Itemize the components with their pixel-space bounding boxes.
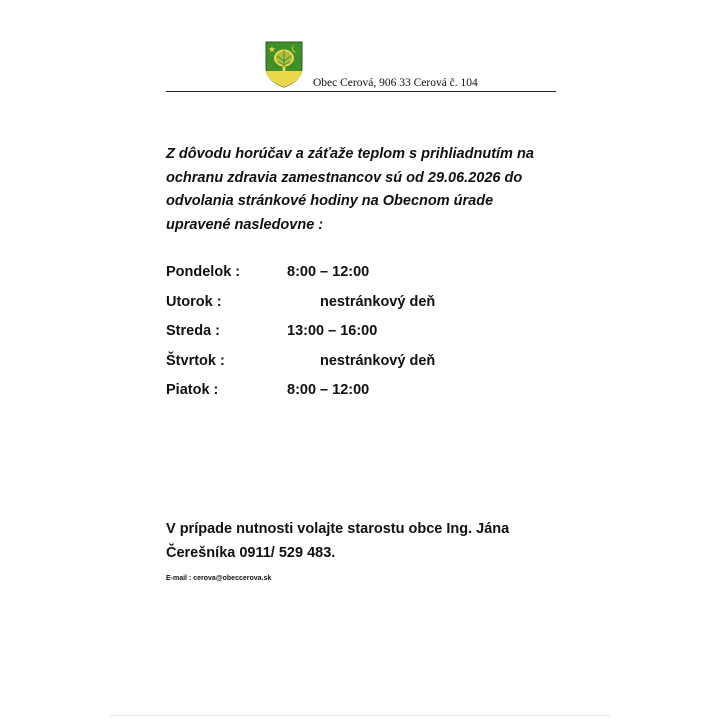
hours-day: Piatok : xyxy=(166,382,219,398)
email-line: E-mail : cerova@obeccerova.sk xyxy=(166,575,272,582)
hours-time: 13:00 – 16:00 xyxy=(287,323,378,339)
notice-paragraph xyxy=(166,143,586,237)
hours-time: nestránkový deň xyxy=(320,293,436,310)
municipality-address: Obec Cerová, 906 33 Cerová č. 104 xyxy=(313,77,478,89)
office-hours-table xyxy=(166,262,546,410)
hours-row-monday xyxy=(166,262,546,292)
hours-time: 8:00 – 12:00 xyxy=(287,382,370,398)
hours-time: 8:00 – 12:00 xyxy=(287,264,370,280)
notice-line: upravené nasledovne : xyxy=(166,216,324,233)
hours-row-friday xyxy=(166,380,546,410)
notice-line: Z dôvodu horúčav a záťaže teplom s prihliadnutím na xyxy=(166,146,534,162)
contact-line: V prípade nutnosti volajte starostu obce Ing. Jána xyxy=(166,521,510,537)
hours-day: Štvrtok : xyxy=(166,352,225,369)
hours-day: Utorok : xyxy=(166,293,222,310)
contact-paragraph xyxy=(166,518,509,565)
hours-time: nestránkový deň xyxy=(320,352,436,369)
contact-line: Čerešníka 0911/ 529 483. xyxy=(166,544,336,561)
hours-row-tuesday xyxy=(166,292,546,322)
page-bottom-edge xyxy=(110,715,610,716)
hours-row-wednesday xyxy=(166,321,546,351)
notice-line: ochranu zdravia zamestnancov sú od 29.06.2026 do xyxy=(166,169,523,186)
notice-line: odvolania stránkové hodiny na Obecnom úrade xyxy=(166,193,494,209)
header-divider xyxy=(166,91,556,92)
hours-day: Streda : xyxy=(166,323,220,339)
hours-row-thursday xyxy=(166,351,546,381)
coat-of-arms-icon xyxy=(264,40,304,88)
hours-day: Pondelok : xyxy=(166,264,241,280)
